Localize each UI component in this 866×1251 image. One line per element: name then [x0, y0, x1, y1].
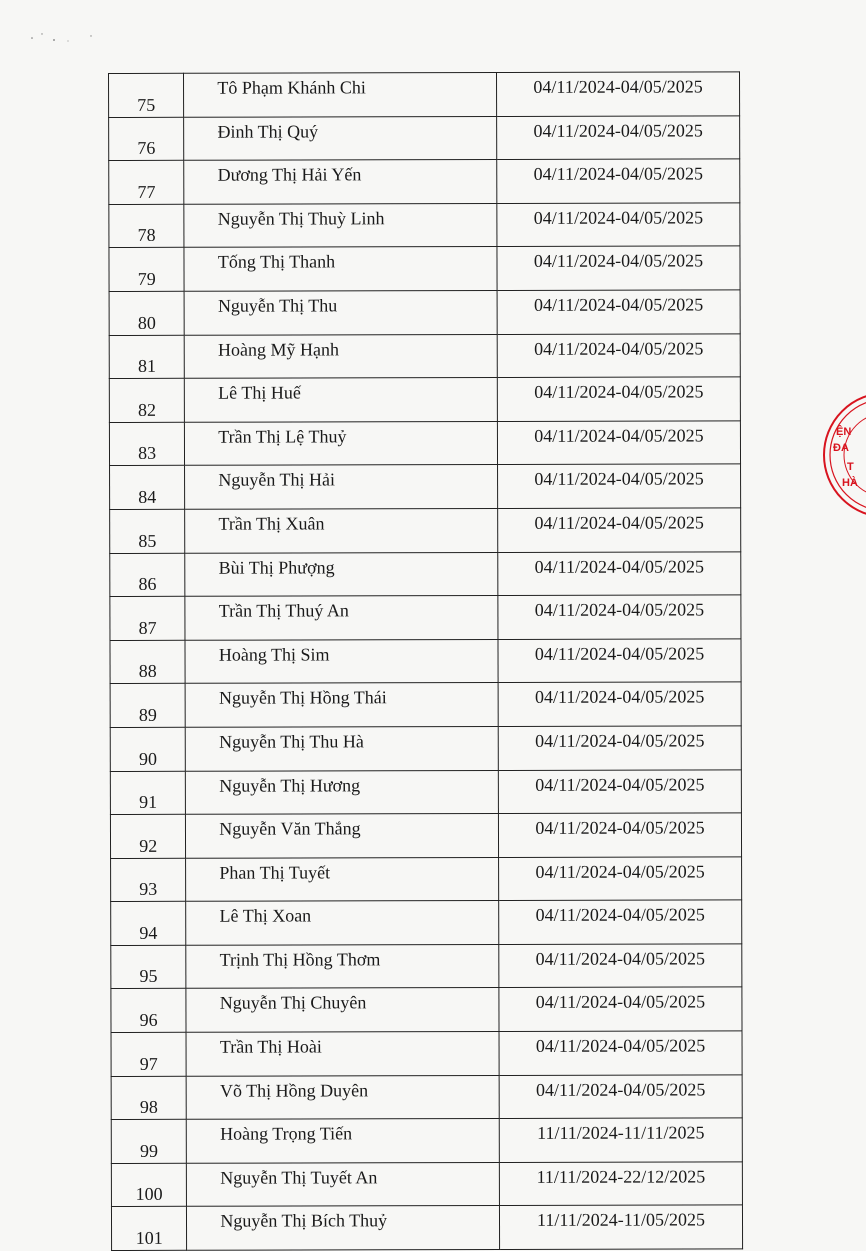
person-name: Võ Thị Hồng Duyên	[186, 1075, 499, 1119]
contract-period: 04/11/2024-04/05/2025	[498, 726, 741, 770]
person-name: Tô Phạm Khánh Chi	[184, 72, 497, 116]
person-name: Trần Thị Lệ Thuỷ	[185, 421, 498, 465]
person-name: Dương Thị Hải Yến	[184, 160, 497, 204]
row-number: 90	[110, 727, 185, 771]
person-name: Hoàng Trọng Tiến	[187, 1119, 500, 1163]
table-row	[110, 639, 741, 684]
contract-period: 11/11/2024-11/11/2025	[499, 1118, 742, 1162]
row-number: 94	[111, 902, 186, 946]
person-name: Nguyễn Thị Thu	[184, 290, 497, 334]
row-number: 75	[109, 73, 184, 117]
contract-period: 04/11/2024-04/05/2025	[498, 639, 741, 683]
person-name: Nguyễn Thị Thu Hà	[186, 726, 499, 770]
table-row	[111, 857, 742, 902]
contract-period: 11/11/2024-11/05/2025	[499, 1205, 742, 1249]
person-name: Lê Thị Huế	[185, 378, 498, 422]
contract-period: 04/11/2024-04/05/2025	[497, 203, 740, 247]
contract-period: 04/11/2024-04/05/2025	[499, 987, 742, 1031]
contract-period: 04/11/2024-04/05/2025	[497, 290, 740, 334]
row-number: 86	[110, 553, 185, 597]
staff-table	[108, 71, 743, 1251]
table-row	[109, 115, 740, 160]
person-name: Nguyễn Thị Chuyên	[186, 988, 499, 1032]
seal-rings	[826, 380, 866, 530]
contract-period: 04/11/2024-04/05/2025	[497, 159, 740, 203]
table-row	[111, 987, 742, 1032]
contract-period: 04/11/2024-04/05/2025	[499, 1074, 742, 1118]
row-number: 93	[111, 858, 186, 902]
row-number: 82	[109, 378, 184, 422]
row-number: 87	[110, 596, 185, 640]
table-row	[111, 900, 742, 945]
table-row	[110, 595, 741, 640]
table-row	[110, 508, 741, 553]
contract-period: 04/11/2024-04/05/2025	[497, 246, 740, 290]
row-number: 97	[111, 1032, 186, 1076]
row-number: 77	[109, 160, 184, 204]
contract-period: 04/11/2024-04/05/2025	[499, 944, 742, 988]
person-name: Nguyễn Thị Bích Thuỷ	[187, 1206, 500, 1250]
contract-period: 04/11/2024-04/05/2025	[498, 508, 741, 552]
person-name: Lê Thị Xoan	[186, 901, 499, 945]
contract-period: 04/11/2024-04/05/2025	[498, 464, 741, 508]
table-row	[109, 203, 740, 248]
contract-period: 04/11/2024-04/05/2025	[498, 551, 741, 595]
red-seal-stamp	[826, 380, 866, 530]
table-row	[110, 551, 741, 596]
table-row	[111, 1205, 742, 1250]
person-name: Nguyễn Thị Hương	[186, 770, 499, 814]
table-row	[109, 377, 740, 422]
contract-period: 11/11/2024-22/12/2025	[499, 1162, 742, 1206]
table-row	[110, 813, 741, 858]
person-name: Hoàng Thị Sim	[185, 639, 498, 683]
table-row	[111, 1162, 742, 1207]
contract-period: 04/11/2024-04/05/2025	[497, 421, 740, 465]
person-name: Hoàng Mỹ Hạnh	[184, 334, 497, 378]
contract-period: 04/11/2024-04/05/2025	[499, 900, 742, 944]
table-row	[111, 1031, 742, 1076]
table-row	[111, 1118, 742, 1163]
row-number: 83	[109, 422, 184, 466]
row-number: 88	[110, 640, 185, 684]
person-name: Phan Thị Tuyết	[186, 857, 499, 901]
person-name: Nguyễn Thị Hải	[185, 465, 498, 509]
row-number: 84	[110, 466, 185, 510]
scan-specks	[28, 28, 98, 48]
row-number: 91	[110, 771, 185, 815]
row-number: 96	[111, 989, 186, 1033]
contract-period: 04/11/2024-04/05/2025	[497, 115, 740, 159]
person-name: Nguyễn Thị Tuyết An	[187, 1162, 500, 1206]
table-body	[109, 72, 743, 1251]
row-number: 98	[111, 1076, 186, 1120]
contract-period: 04/11/2024-04/05/2025	[498, 813, 741, 857]
person-name: Bùi Thị Phượng	[185, 552, 498, 596]
row-number: 92	[110, 814, 185, 858]
row-number: 99	[111, 1120, 186, 1164]
table-row	[111, 944, 742, 989]
table-row	[111, 1074, 742, 1119]
row-number: 89	[110, 684, 185, 728]
contract-period: 04/11/2024-04/05/2025	[497, 377, 740, 421]
contract-period: 04/11/2024-04/05/2025	[497, 72, 740, 116]
row-number: 95	[111, 945, 186, 989]
person-name: Tống Thị Thanh	[184, 247, 497, 291]
table-row	[109, 421, 740, 466]
person-name: Trần Thị Thuý An	[185, 596, 498, 640]
table-row	[110, 682, 741, 727]
table-row	[109, 159, 740, 204]
row-number: 80	[109, 291, 184, 335]
row-number: 78	[109, 204, 184, 248]
contract-period: 04/11/2024-04/05/2025	[499, 1031, 742, 1075]
row-number: 79	[109, 248, 184, 292]
seal-text-1: ỆN	[836, 426, 852, 438]
contract-period: 04/11/2024-04/05/2025	[498, 769, 741, 813]
table-row	[109, 333, 740, 378]
row-number: 76	[109, 117, 184, 161]
row-number: 100	[111, 1163, 186, 1207]
table-row	[109, 246, 740, 291]
row-number: 81	[109, 335, 184, 379]
row-number: 101	[111, 1207, 186, 1251]
row-number: 85	[110, 509, 185, 553]
contract-period: 04/11/2024-04/05/2025	[499, 857, 742, 901]
table-row	[109, 290, 740, 335]
table-row	[110, 726, 741, 771]
person-name: Trần Thị Hoài	[186, 1032, 499, 1076]
table-row	[109, 72, 740, 117]
table-row	[110, 769, 741, 814]
table-row	[110, 464, 741, 509]
contract-period: 04/11/2024-04/05/2025	[498, 595, 741, 639]
person-name: Trịnh Thị Hồng Thơm	[186, 944, 499, 988]
contract-period: 04/11/2024-04/05/2025	[497, 333, 740, 377]
seal-text-4: HÀ	[842, 477, 858, 489]
person-name: Nguyễn Thị Thuỳ Linh	[184, 203, 497, 247]
contract-period: 04/11/2024-04/05/2025	[498, 682, 741, 726]
person-name: Trần Thị Xuân	[185, 508, 498, 552]
seal-text-3: T	[847, 461, 854, 473]
person-name: Nguyễn Thị Hồng Thái	[185, 683, 498, 727]
person-name: Nguyễn Văn Thắng	[186, 814, 499, 858]
seal-text-2: ĐA	[833, 442, 849, 454]
person-name: Đinh Thị Quý	[184, 116, 497, 160]
